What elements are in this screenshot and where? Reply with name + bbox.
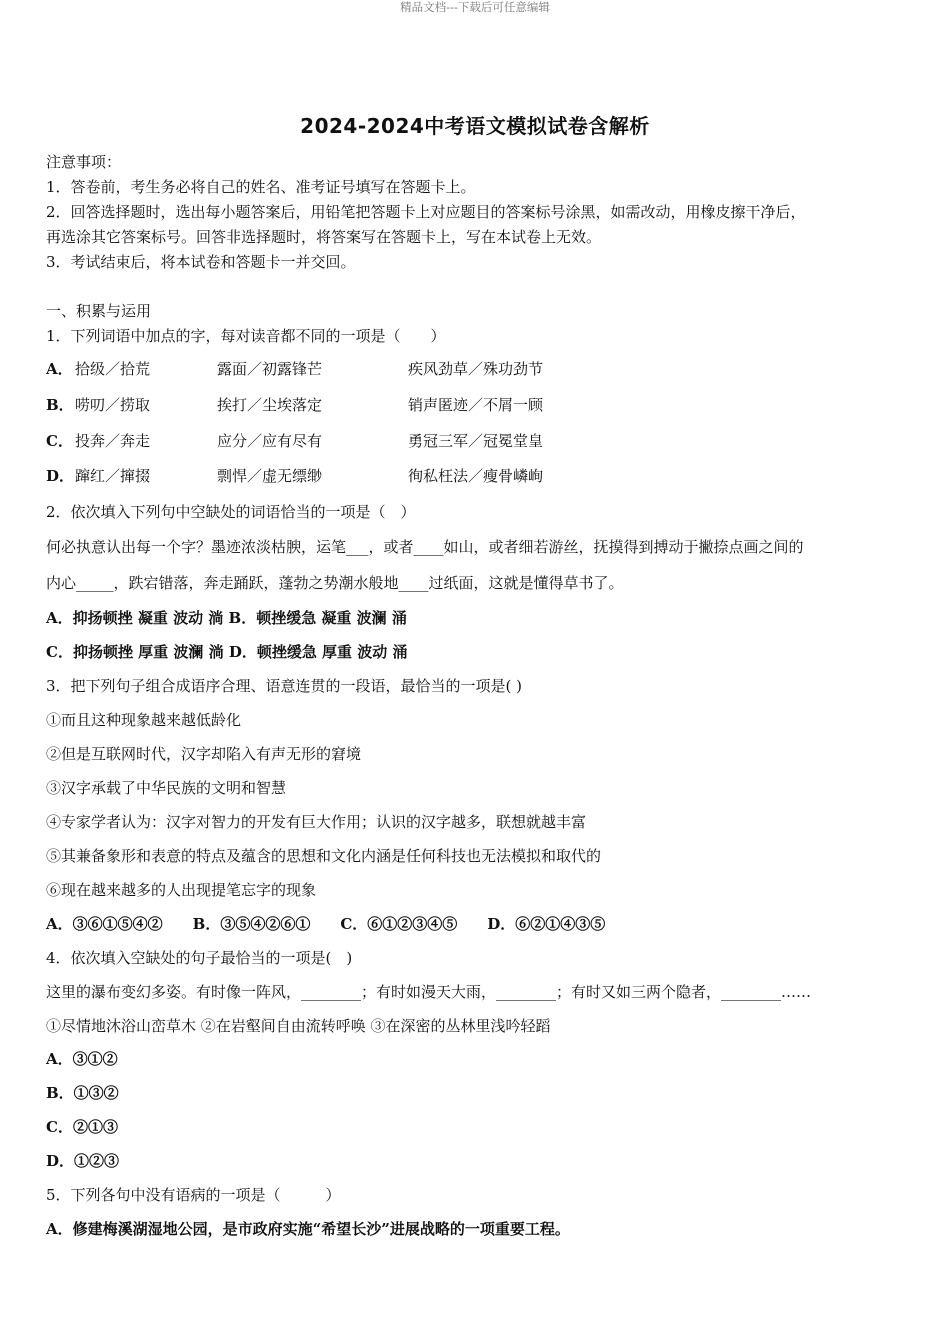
q3-sentence-6: ⑥现在越来越多的人出现提笔忘字的现象	[46, 881, 317, 899]
q3-options: A．③⑥①⑤④② B．③⑤④②⑥① C．⑥①②③④⑤ D．⑥②①④③⑤	[46, 915, 606, 933]
q2-text-1: 何必执意认出每一个字？墨迹浓淡枯腴，运笔___，或者____如山，或者细若游丝，抚摸得到搏动于撇捺点画之间的	[46, 538, 804, 556]
q4-option-c: C．②①③	[46, 1118, 118, 1136]
option-pair-2: 应分／应有尽有	[217, 432, 323, 450]
option-pair-2: 剽悍／虚无缥缈	[217, 467, 323, 485]
q3-stem: 3．把下列句子组合成语序合理、语意连贯的一段语，最恰当的一项是( )	[46, 677, 523, 695]
q2-options-cd: C．抑扬顿挫 厚重 波澜 淌 D．顿挫缓急 厚重 波动 涌	[46, 643, 408, 661]
notice-heading: 注意事项：	[46, 153, 122, 171]
page-title: 2024-2024中考语文模拟试卷含解析	[300, 114, 650, 138]
option-label: C．	[46, 432, 73, 450]
watermark: 精品文档---下载后可任意编辑	[400, 0, 550, 14]
option-label: A．	[46, 360, 73, 378]
notice-item-3: 3．考试结束后，将本试卷和答题卡一并交回。	[46, 253, 356, 271]
option-pair-1: 蹿红／撺掇	[75, 467, 151, 485]
q3-sentence-2: ②但是互联网时代，汉字却陷入有声无形的窘境	[46, 745, 362, 763]
q3-sentence-4: ④专家学者认为：汉字对智力的开发有巨大作用；认识的汉字越多，联想就越丰富	[46, 813, 587, 831]
q3-sentence-1: ①而且这种现象越来越低龄化	[46, 711, 242, 729]
q4-option-d: D．①②③	[46, 1152, 120, 1170]
q3-sentence-3: ③汉字承载了中华民族的文明和智慧	[46, 779, 287, 797]
notice-item-2a: 2．回答选择题时，选出每小题答案后，用铅笔把答题卡上对应题目的答案标号涂黑，如需改动，用橡皮擦干净后，	[46, 203, 806, 221]
option-label: B．	[46, 396, 74, 414]
q4-option-b: B．①③②	[46, 1084, 119, 1102]
option-pair-1: 唠叨／捞取	[75, 396, 151, 414]
notice-item-1: 1．答卷前，考生务必将自己的姓名、准考证号填写在答题卡上。	[46, 178, 476, 196]
q2-stem: 2．依次填入下列句中空缺处的词语恰当的一项是（ ）	[46, 503, 416, 521]
section-heading: 一、积累与运用	[46, 302, 152, 320]
q4-stem: 4．依次填入空缺处的句子最恰当的一项是( )	[46, 949, 353, 967]
option-pair-3: 疾风劲草／殊功劲节	[408, 360, 544, 378]
option-pair-1: 拾级／拾荒	[75, 360, 151, 378]
notice-item-2b: 再选涂其它答案标号。回答非选择题时，将答案写在答题卡上，写在本试卷上无效。	[46, 228, 602, 246]
q1-stem: 1．下列词语中加点的字，每对读音都不同的一项是（ ）	[46, 327, 446, 345]
q4-choices: ①尽情地沐浴山峦草木 ②在岩壑间自由流转呼唤 ③在深密的丛林里浅吟轻蹈	[46, 1017, 551, 1035]
option-pair-1: 投奔／奔走	[75, 432, 151, 450]
q5-option-a: A．修建梅溪湖湿地公园，是市政府实施“希望长沙”进展战略的一项重要工程。	[46, 1220, 570, 1238]
option-label: D．	[46, 467, 75, 485]
option-pair-3: 徇私枉法／瘦骨嶙峋	[408, 467, 544, 485]
option-pair-3: 勇冠三军／冠冕堂皇	[408, 432, 544, 450]
option-pair-3: 销声匿迹／不屑一顾	[408, 396, 544, 414]
q4-text: 这里的瀑布变幻多姿。有时像一阵风，________；有时如漫天大雨，________；有时又如三两个隐者，________……	[46, 983, 812, 1001]
q2-text-2: 内心_____，跌宕错落，奔走踊跃，蓬勃之势潮水般地____过纸面，这就是懂得草书了。	[46, 574, 624, 592]
q5-stem: 5．下列各句中没有语病的一项是（ ）	[46, 1186, 341, 1204]
option-pair-2: 挨打／尘埃落定	[217, 396, 323, 414]
q4-option-a: A．③①②	[46, 1050, 118, 1068]
q3-sentence-5: ⑤其兼备象形和表意的特点及蕴含的思想和文化内涵是任何科技也无法模拟和取代的	[46, 847, 602, 865]
q2-options-ab: A．抑扬顿挫 凝重 波动 淌 B．顿挫缓急 凝重 波澜 涌	[46, 609, 407, 627]
option-pair-2: 露面／初露锋芒	[217, 360, 323, 378]
